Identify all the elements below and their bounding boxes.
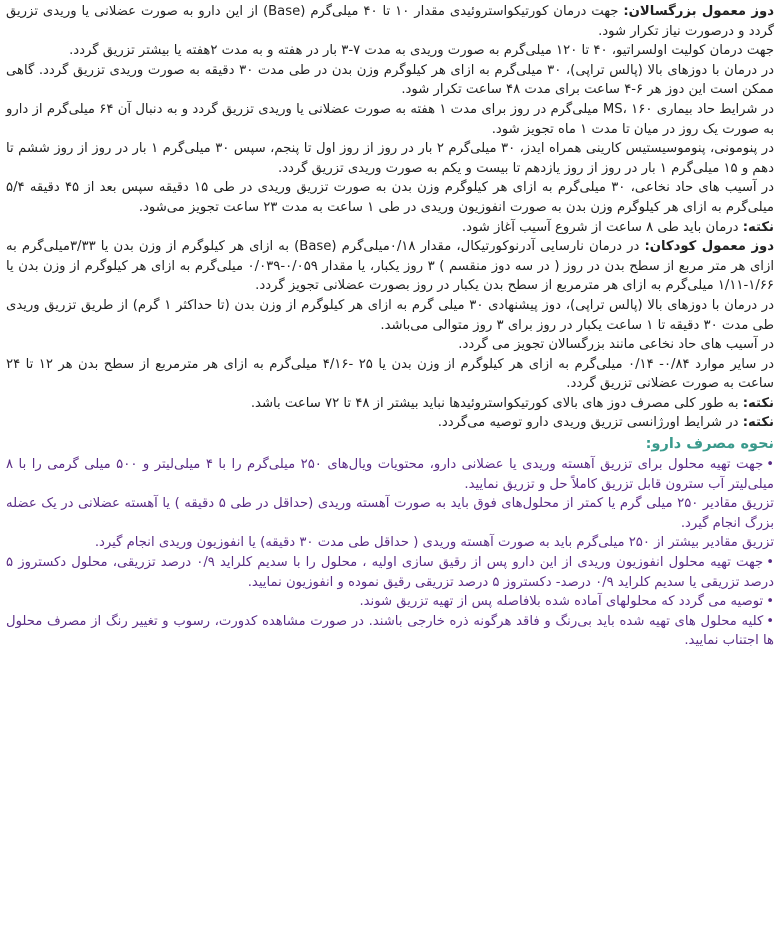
child-dose-intro: در درمان نارسایی آدرنوکورتیکال، مقدار ۰/۱۸میلی‌گرم (Base) به ازای هر کیلوگرم از وزن بدن یا ۳/۳۳میلی‌گرم به ازای هر متر مربع از سطح بدن در روز ( در سه دوز منقسم ) ۳ روز یکبار، یا مقدار ۰/۰۵۹-۰/۰۳۹ میلی‌گرم به ازای هر کیلوگرم از وزن بدن یا ۱/۶۶-۱/۱۱ میلی‌گرم به ازای هر مترمربع از سطح بدن یکبار در روز بصورت عضلانی تجویز گردد. [6, 239, 774, 294]
usage-item-text: جهت تهیه محلول برای تزریق آهسته وریدی یا عضلانی دارو، محتویات ویال‌های ۲۵۰ میلی‌گرم را با ۴ میلی‌لیتر و ۵۰۰ میلی گرمی را با ۸ میلی‌لیتر آب سترون قابل تزریق کاملاً حل و تزریق نمایید. [6, 457, 774, 492]
usage-heading: نحوه مصرف دارو: [645, 436, 774, 453]
adult-dose-intro: جهت درمان کورتیکواستروئیدی مقدار ۱۰ تا ۴۰ میلی‌گرم (Base) از این دارو به صورت عضلانی یا وریدی تزریق گردد و درصورت نیاز تکرار شود. [6, 4, 774, 39]
child-note [6, 394, 774, 414]
adult-paragraph: جهت درمان کولیت اولسراتیو، ۴۰ تا ۱۲۰ میلی‌گرم به صورت وریدی به مدت ۷-۳ بار در هفته و به مدت ۲هفته یا بیشتر تزریق گردد. [69, 43, 774, 59]
bullet-icon: • [766, 594, 774, 610]
adult-paragraph: در شرایط حاد بیماری MS، ۱۶۰ میلی‌گرم در روز برای مدت ۱ هفته به صورت عضلانی یا وریدی تزریق گردد و به دنبال آن ۶۴ میلی‌گرم از دارو به صورت یک روز در میان تا مدت ۱ ماه تجویز شود. [6, 101, 774, 137]
usage-item [6, 553, 774, 592]
usage-item-text: تزریق مقادیر ۲۵۰ میلی گرم یا کمتر از محلول‌های فوق باید به صورت آهسته وریدی (حداقل در طی ۵ دقیقه ) یا آهسته عضلانی در یک عضله بزرگ انجام گیرد. [6, 496, 774, 531]
child-note [6, 413, 774, 433]
usage-item-text: جهت تهیه محلول انفوزیون وریدی از این دارو پس از رقیق سازی اولیه ، محلول را با سدیم کلراید ۰/۹ درصد تزریقی، محلول دکستروز ۵ درصد تزریقی یا سدیم کلراید ۰/۹ درصد- دکستروز ۵ درصد تزریقی رقیق نموده و انفوزیون نمایید. [6, 555, 774, 590]
usage-item-text: توصیه می گردد که محلولهای آماده شده بلافاصله پس از تهیه تزریق شوند. [359, 594, 764, 610]
adult-dose-label: دوز معمول بزرگسالان: [623, 4, 774, 19]
child-paragraph: در درمان با دوزهای بالا (پالس تراپی)، دوز پیشنهادی ۳۰ میلی گرم به ازای هر کیلوگرم از وزن بدن (تا حداکثر ۱ گرم) از طریق تزریق وریدی طی مدت ۳۰ دقیقه تا ۱ ساعت یکبار در روز برای ۳ روز متوالی می‌باشد. [6, 297, 774, 333]
adult-paragraph: در درمان با دوزهای بالا (پالس تراپی)، ۳۰ میلی‌گرم به ازای هر کیلوگرم وزن بدن در طی مدت ۳۰ دقیقه به صورت وریدی تزریق گردد. گاهی ممکن است این دوز هر ۶-۴ ساعت برای مدت ۴۸ ساعت تکرار شود. [6, 62, 774, 98]
child-paragraph: در سایر موارد ۰/۸۴- ۰/۱۴ میلی‌گرم به ازای هر کیلوگرم از وزن بدن یا ۲۵ -۴/۱۶ میلی‌گرم به ازای هر مترمربع از سطح بدن هر ۱۲ تا ۲۴ ساعت به صورت عضلانی تزریق گردد. [6, 356, 775, 392]
bullet-icon: • [766, 457, 774, 473]
adult-paragraph: در آسیب های حاد نخاعی، ۳۰ میلی‌گرم به ازای هر کیلوگرم وزن بدن به صورت تزریق وریدی در طی ۱۵ دقیقه سپس بعد از ۴۵ دقیقه ۵/۴ میلی‌گرم به ازای هر کیلوگرم وزن بدن به صورت انفوزیون وریدی در طی ۱ ساعت به مدت ۲۳ ساعت تجویز می‌شود. [6, 180, 775, 215]
usage-item [6, 612, 774, 651]
note-label: نکته: [742, 415, 774, 431]
bullet-icon: • [766, 555, 774, 571]
usage-item-text: تزریق مقادیر بیشتر از ۲۵۰ میلی‌گرم باید به صورت آهسته وریدی ( حداقل طی مدت ۳۰ دقیقه) یا انفوزیون وریدی انجام گیرد. [94, 535, 774, 551]
usage-item [6, 455, 774, 494]
adult-paragraph: در پنومونی، پنوموسیستیس کارینی همراه ایدز، ۳۰ میلی‌گرم ۲ بار در روز از روز اول تا پنجم، سپس ۳۰ میلی‌گرم ۱ بار در روز از روز ششم تا دهم و ۱۵ میلی‌گرم ۱ بار در روز از روز یازدهم تا بیست و یکم به صورت وریدی تزریق گردد. [6, 141, 774, 176]
note-label: نکته: [742, 219, 774, 235]
bullet-icon: • [766, 613, 774, 629]
adult-note [6, 218, 774, 238]
note-label: نکته: [742, 395, 774, 411]
adult-dose-paragraph [6, 2, 774, 41]
child-paragraph: در آسیب های حاد نخاعی مانند بزرگسالان تجویز می گردد. [458, 337, 774, 353]
usage-item [6, 592, 774, 612]
note-text: درمان باید طی ۸ ساعت از شروع آسیب آغاز شود. [461, 219, 739, 235]
usage-item [6, 533, 774, 553]
child-dose-paragraph [6, 237, 774, 296]
usage-item-text: کلیه محلول های تهیه شده باید بی‌رنگ و فاقد هرگونه ذره خارجی باشند. در صورت مشاهده کدورت، رسوب و تغییر رنگ از مصرف محلول ها اجتناب نمایید. [6, 613, 774, 649]
note-text: در شرایط اورژانسی تزریق وریدی دارو توصیه می‌گردد. [437, 415, 739, 431]
note-text: به طور کلی مصرف دوز های بالای کورتیکواستروئیدها نباید بیشتر از ۴۸ تا ۷۲ ساعت باشد. [250, 395, 739, 411]
usage-item [6, 494, 774, 533]
child-dose-label: دوز معمول کودکان: [644, 239, 775, 255]
